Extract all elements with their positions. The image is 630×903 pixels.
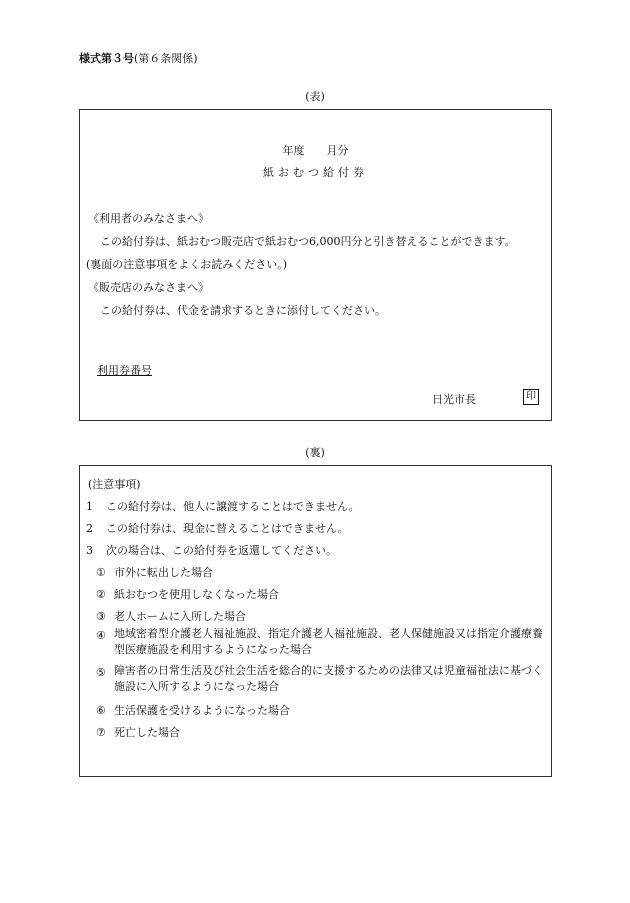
note-text: この給付券は、他人に譲渡することはできません。 (106, 500, 360, 513)
front-side-label: (表) (305, 90, 325, 103)
form-number-title (79, 50, 198, 66)
issuer-name: 日光市長 (432, 393, 476, 406)
shop-heading: 《販売店のみなさまへ》 (88, 281, 209, 294)
note-text: この給付券は、現金に替えることはできません。 (106, 522, 349, 535)
case-item (96, 586, 279, 602)
case-item (96, 702, 290, 718)
form-article: (第６条関係) (134, 52, 198, 65)
note-number: 2 (86, 522, 93, 535)
case-number: ④ (96, 629, 106, 642)
case-text: 死亡した場合 (114, 726, 180, 739)
case-number: ⑦ (96, 726, 106, 739)
back-side-box (79, 465, 552, 777)
note-item (86, 498, 360, 514)
case-text: 生活保護を受けるようになった場合 (114, 704, 290, 717)
case-number: ⑤ (96, 666, 106, 679)
note-item (86, 520, 349, 536)
front-side-box (79, 109, 552, 421)
back-side-label: (裏) (305, 446, 325, 459)
case-number: ② (96, 588, 106, 601)
case-number: ③ (96, 610, 106, 623)
case-text: 紙おむつを使用しなくなった場合 (114, 588, 279, 601)
notice-text: (裏面の注意事項をよくお読みください。) (86, 258, 288, 271)
user-heading: 《利用者のみなさまへ》 (88, 212, 209, 225)
case-number: ① (96, 566, 106, 579)
form-number: 様式第３号 (79, 52, 134, 65)
ticket-number-label: 利用券番号 (97, 364, 152, 377)
case-item (96, 608, 246, 624)
shop-text: この給付券は、代金を請求するときに添付してください。 (100, 304, 386, 317)
note-item (86, 542, 337, 558)
case-text: 障害者の日常生活及び社会生活を総合的に支援するための法律又は児童福祉法に基づく施設に入所するようになった場合 (114, 664, 543, 693)
case-text: 市外に転出した場合 (114, 566, 213, 579)
ticket-title: 紙おむつ給付券 (263, 166, 368, 179)
seal-box: 印 (523, 389, 539, 405)
case-text: 地域密着型介護老人福祉施設、指定介護老人福祉施設、老人保健施設又は指定介護療養型医療施設を利用するようになった場合 (114, 627, 543, 656)
case-number: ⑥ (96, 704, 106, 717)
note-number: 1 (86, 500, 93, 513)
case-item (96, 724, 180, 740)
period-line: 年度 月分 (282, 144, 349, 157)
notes-heading: (注意事項) (88, 478, 141, 491)
user-text: この給付券は、紙おむつ販売店で紙おむつ6,000円分と引き替えることができます。 (100, 235, 516, 248)
case-item (96, 564, 213, 580)
note-text: 次の場合は、この給付券を返還してください。 (106, 544, 337, 557)
case-text: 老人ホームに入所した場合 (114, 610, 246, 623)
note-number: 3 (86, 544, 93, 557)
